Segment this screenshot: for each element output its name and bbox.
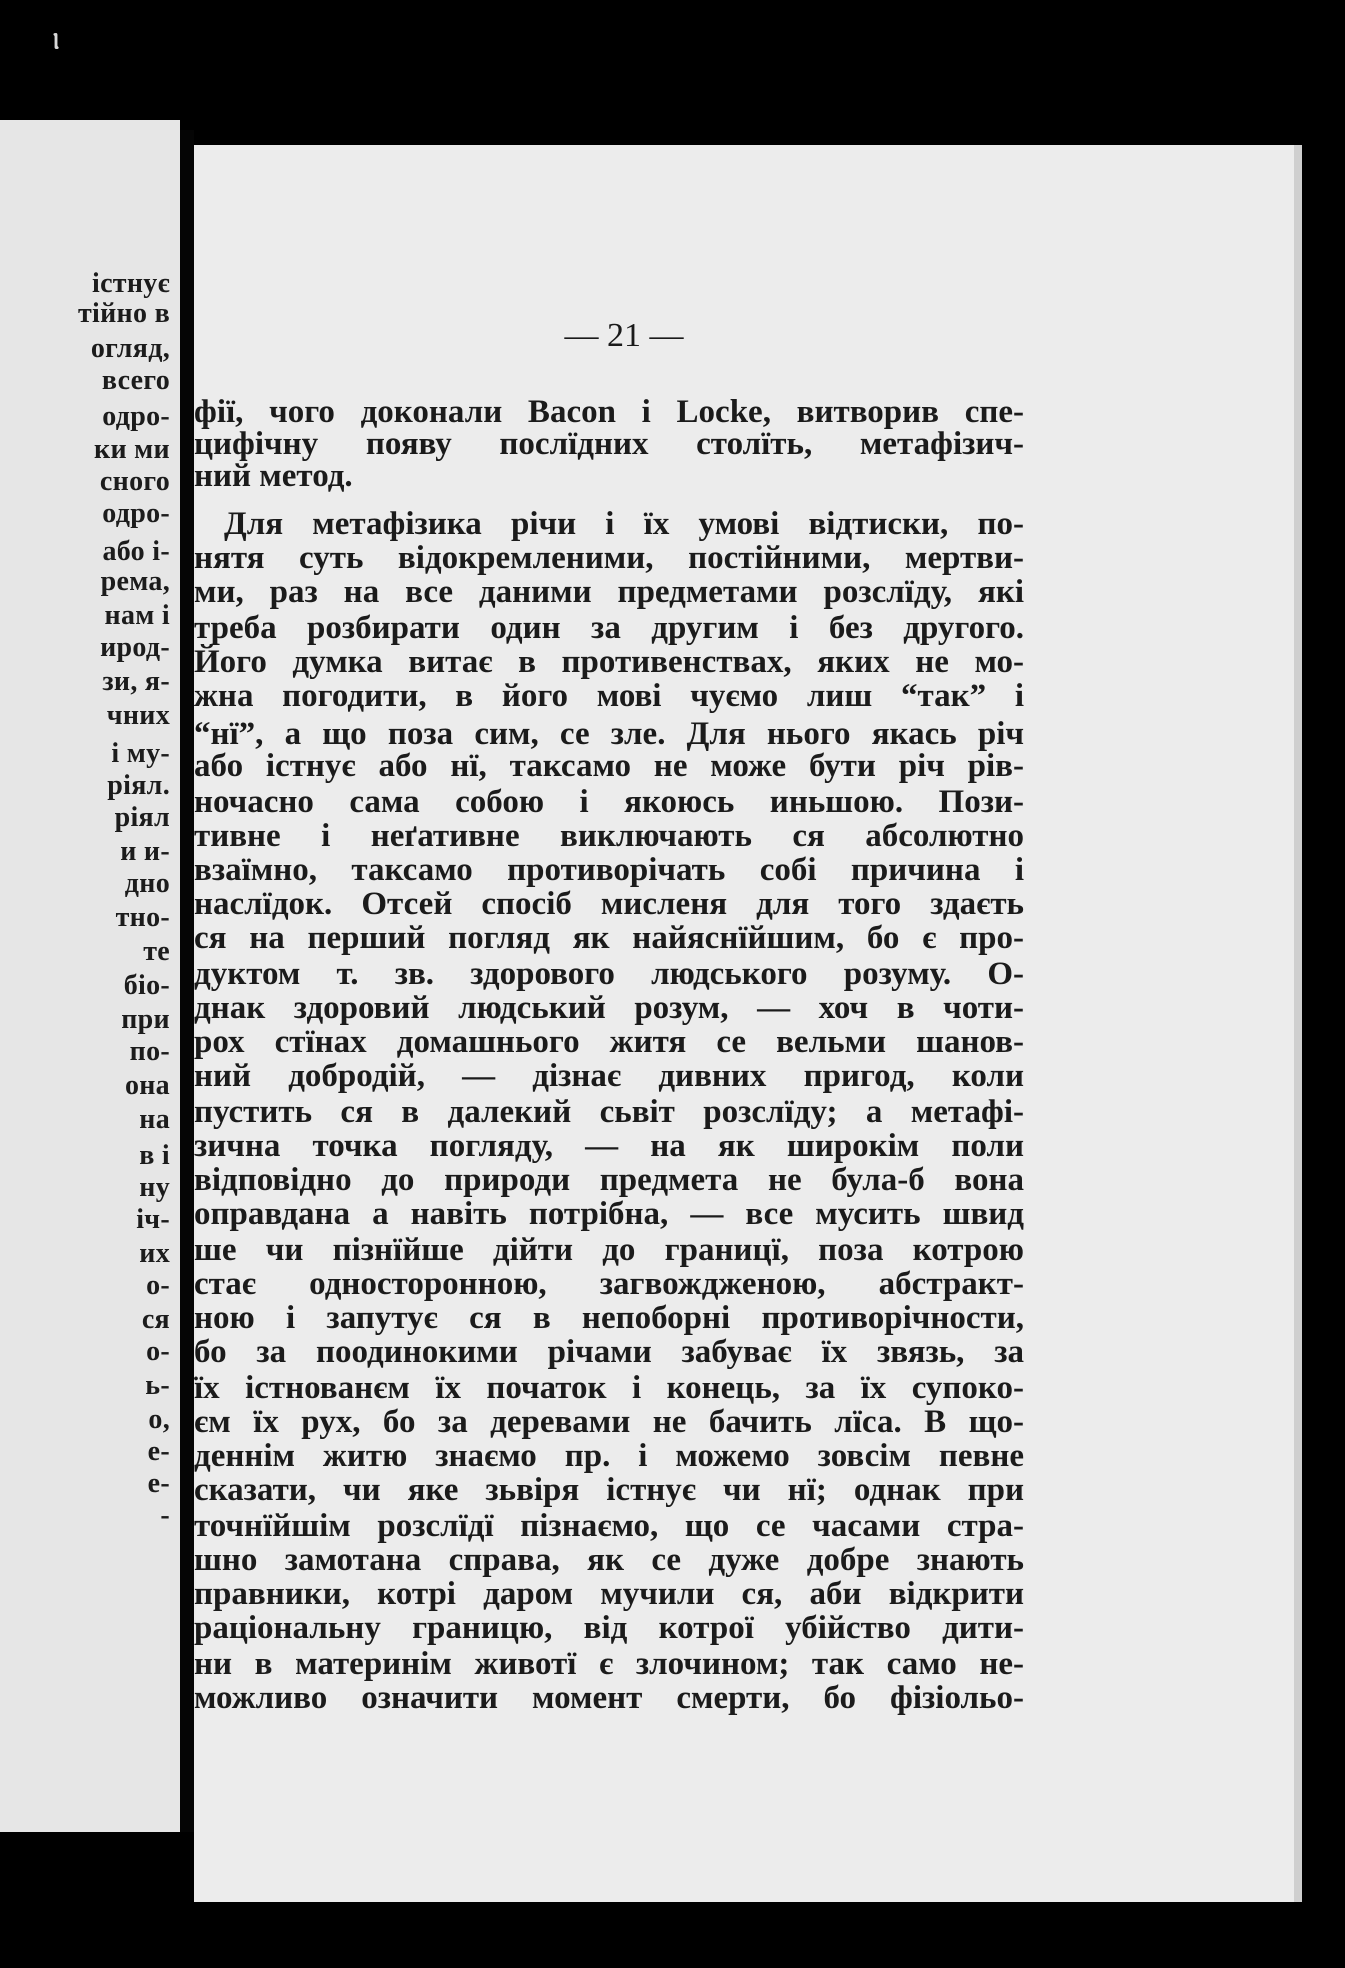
left-page-line: тійно в [77, 298, 170, 329]
body-text-line: шно замотана справа, як се дуже добре знають [194, 1542, 1024, 1578]
body-text-line: бо за поодинокими річами забуває їх звязь, за [194, 1334, 1024, 1370]
body-text-line: зична точка погляду, — на як широкім поли [194, 1128, 1024, 1164]
body-text-line: оправдана а навіть потрібна, — все мусить швид [194, 1196, 1024, 1232]
left-page-line: нам і [104, 600, 170, 631]
left-page-line: е- [147, 1468, 170, 1499]
body-text-line: ми, раз на все даними предметами розслїду, які [194, 574, 1024, 610]
left-page-fragment [0, 120, 180, 1832]
body-text-line: сказати, чи яке зьвіря істнує чи нї; однак при [194, 1472, 1024, 1508]
left-page-line: по- [129, 1036, 170, 1067]
left-page-line: рема, [100, 566, 170, 597]
body-text-line: їх істнованєм їх початок і конець, за їх супоко- [194, 1370, 1024, 1406]
left-page-line: і му- [111, 738, 170, 769]
left-page-line: дно [124, 868, 170, 899]
left-page-line: в і [139, 1140, 170, 1171]
body-text-line: тивне і неґативне виключають ся абсолютно [194, 818, 1024, 854]
left-page-line: ріял [114, 802, 170, 833]
body-text-line: наслїдок. Отсей спосіб мисленя для того здаєть [194, 886, 1024, 922]
body-text-line: ний метод. [194, 458, 353, 494]
body-text-line: стає односторонною, загвождженою, абстракт- [194, 1266, 1024, 1302]
body-text-line: жна погодити, в його мові чуємо лиш “так” і [194, 678, 1024, 714]
left-page-line: ріял. [107, 770, 170, 801]
left-page-line: біо- [123, 970, 170, 1001]
left-page-line: істнує [92, 268, 170, 299]
body-text-line: рох стїнах домашнього житя се вельми шанов- [194, 1024, 1024, 1060]
left-page-line: о, [148, 1404, 170, 1435]
left-page-line: одро- [102, 401, 170, 432]
left-page-line: чних [106, 700, 170, 731]
left-page-line: одро- [102, 498, 170, 529]
body-text-line: відповідно до природи предмета не була-б вона [194, 1162, 1024, 1198]
body-text-line: правники, котрі даром мучили ся, аби відкрити [194, 1576, 1024, 1612]
body-text-line: днак здоровий людський розум, — хоч в чоти- [194, 990, 1024, 1026]
left-page-line: о- [146, 1270, 170, 1301]
body-text-line: нятя суть відокремленими, постійними, мертви- [194, 540, 1024, 576]
left-page-line: ирод- [100, 632, 170, 663]
body-text-line: “нї”, а що поза сим, се зле. Для нього якась річ [194, 716, 1024, 752]
left-page-line: о- [146, 1336, 170, 1367]
body-text-line: можливо означити момент смерти, бо фізіольо- [194, 1680, 1024, 1716]
body-text-line: раціональну границю, від котрої убійство дити- [194, 1610, 1024, 1646]
left-page-line: сного [99, 466, 170, 497]
body-text-line: Для метафізика річи і їх умові відтиски, по- [224, 506, 1024, 542]
body-text-line: ся на перший погляд як найяснїйшим, бо є про- [194, 920, 1024, 956]
body-text-line: треба розбирати один за другим і без другого. [194, 610, 1024, 646]
left-page-line: ь- [145, 1370, 170, 1401]
page-number: — 21 — [564, 317, 684, 354]
left-page-line: огляд, [90, 333, 170, 364]
body-text-line: фії, чого доконали Bacon і Locke, витворив спе- [194, 394, 1024, 430]
page-edge [1294, 145, 1302, 1902]
left-page-line: на [139, 1104, 170, 1135]
body-text-line: або істнує або нї, таксамо не може бути річ рів- [194, 748, 1024, 784]
book-spine [180, 130, 194, 1832]
left-page-line: - [160, 1500, 170, 1531]
left-page-line: зи, я- [102, 666, 170, 697]
left-page-line: при [121, 1004, 170, 1035]
left-page-line: тно- [115, 902, 170, 933]
body-text-line: Його думка витає в противенствах, яких не мо- [194, 644, 1024, 680]
left-page-line: она [124, 1070, 170, 1101]
body-text-line: взаїмно, таксамо противорічать собі причина і [194, 852, 1024, 888]
body-text-line: дуктом т. зв. здорового людського розуму. О- [194, 956, 1024, 992]
left-page-line: всего [101, 365, 170, 396]
body-text-line: пустить ся в далекий сьвіт розслїду; а метафі- [194, 1094, 1024, 1130]
body-text-line: цифічну появу послїдних столїть, метафізич- [194, 426, 1024, 462]
left-page-line: ки ми [94, 434, 170, 465]
left-page-line: ся [141, 1304, 170, 1335]
corner-mark: ⲓ [52, 20, 61, 57]
left-page-line: або і- [102, 536, 170, 567]
body-text-line: ночасно сама собою і якоюсь иньшою. Пози- [194, 784, 1024, 820]
body-text-line: ний добродій, — дізнає дивних пригод, коли [194, 1058, 1024, 1094]
body-text-line: ни в материнім животї є злочином; так само не- [194, 1646, 1024, 1682]
left-page-line: и и- [120, 836, 170, 867]
left-page-line: іч- [136, 1204, 170, 1235]
left-page-line: те [143, 936, 170, 967]
body-text-line: ною і запутує ся в непоборні противорічности, [194, 1300, 1024, 1336]
right-page [194, 145, 1302, 1902]
body-text-line: точнїйшім розслїдї пізнаємо, що се часами стра- [194, 1508, 1024, 1544]
left-page-line: ну [139, 1172, 170, 1203]
body-text-line: деннім житю знаємо пр. і можемо зовсім певне [194, 1438, 1024, 1474]
left-page-line: е- [147, 1436, 170, 1467]
left-page-line: их [139, 1238, 170, 1269]
body-text-line: єм їх рух, бо за деревами не бачить лїса. В що- [194, 1404, 1024, 1440]
body-text-line: ше чи пізнїйше дійти до границї, поза котрою [194, 1232, 1024, 1268]
